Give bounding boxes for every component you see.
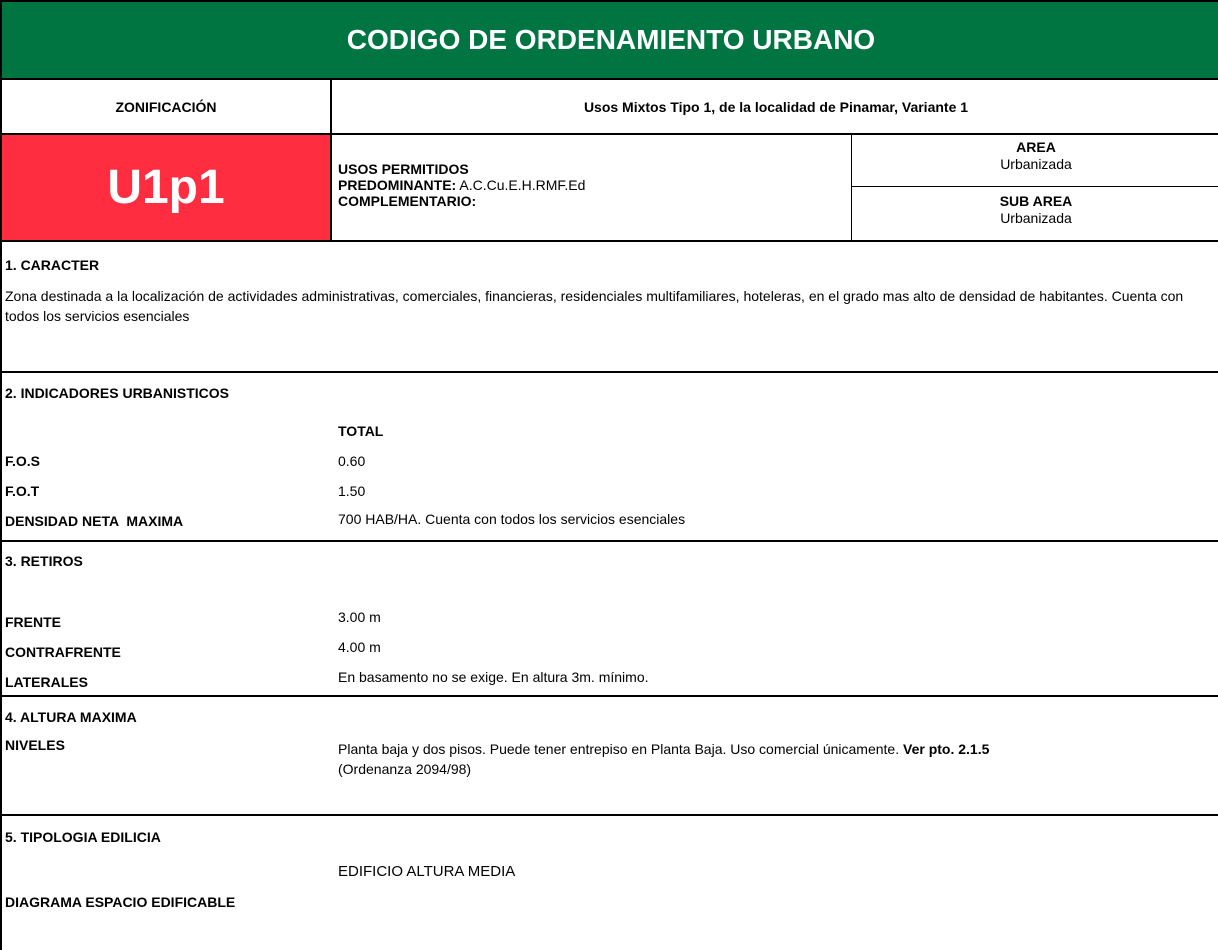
title-bar: [2, 0, 1218, 80]
frente-label: FRENTE: [5, 614, 61, 630]
zone-code: U1p1: [107, 161, 225, 214]
laterales-value: En basamento no se exige. En altura 3m. mínimo.: [338, 669, 649, 685]
densidad-value: 700 HAB/HA. Cuenta con todos los servicios esenciales: [338, 511, 686, 527]
zone-code-cell: [2, 135, 332, 242]
subarea-cell: [852, 187, 1218, 242]
contrafrente-label: CONTRAFRENTE: [5, 644, 121, 660]
zonificacion-description: Usos Mixtos Tipo 1, de la localidad de Pinamar, Variante 1: [583, 98, 969, 115]
fos-label: F.O.S: [5, 453, 41, 469]
area-cell: [852, 135, 1218, 187]
usos-permitidos-cell: [332, 135, 852, 242]
altura-title: 4. ALTURA MAXIMA: [5, 709, 137, 725]
complementario-line: [338, 193, 851, 209]
laterales-label: LATERALES: [5, 674, 88, 690]
predominante-value: A.C.Cu.E.H.RMF.Ed: [459, 177, 586, 193]
niveles-ordenanza: (Ordenanza 2094/98): [338, 761, 472, 777]
section-tipologia: [2, 816, 1218, 950]
caracter-text: Zona destinada a la localización de actividades administrativas, comerciales, financieras, residenciales multifamiliares, hoteleras, en el grado mas alto de densidad de habitantes. Cuenta con todos los servicios esenciales: [5, 288, 1184, 324]
zonificacion-label: ZONIFICACIÓN: [115, 98, 217, 115]
caracter-title: 1. CARACTER: [5, 257, 100, 273]
niveles-reference: Ver pto. 2.1.5: [903, 741, 990, 757]
frente-value: 3.00 m: [338, 609, 381, 625]
complementario-label: COMPLEMENTARIO:: [338, 193, 477, 209]
predominante-label: PREDOMINANTE:: [338, 177, 457, 193]
indicadores-title: 2. INDICADORES URBANISTICOS: [5, 385, 230, 401]
predominante-line: [338, 177, 851, 193]
zonificacion-label-cell: [2, 80, 332, 135]
zonificacion-description-cell: [332, 80, 1218, 135]
fos-value: 0.60: [338, 453, 366, 469]
niveles-text: Planta baja y dos pisos. Puede tener entrepiso en Planta Baja. Uso comercial únicamente.: [338, 741, 903, 757]
page-title: CODIGO DE ORDENAMIENTO URBANO: [346, 24, 876, 55]
fot-label: F.O.T: [5, 483, 40, 499]
section-caracter: [2, 242, 1218, 373]
area-value: Urbanizada: [1000, 156, 1072, 172]
retiros-title: 3. RETIROS: [5, 553, 83, 569]
diagrama-label: DIAGRAMA ESPACIO EDIFICABLE: [5, 894, 236, 910]
subarea-label: SUB AREA: [999, 193, 1073, 209]
niveles-value: [338, 739, 1218, 779]
indicadores-column-header: TOTAL: [338, 423, 384, 439]
fot-value: 1.50: [338, 483, 366, 499]
tipologia-value: EDIFICIO ALTURA MEDIA: [338, 863, 516, 880]
section-altura: [2, 697, 1218, 816]
densidad-label: DENSIDAD NETA MAXIMA: [5, 513, 184, 529]
area-label: AREA: [1016, 139, 1056, 155]
niveles-label: NIVELES: [5, 737, 65, 753]
subarea-value: Urbanizada: [1000, 210, 1072, 226]
usos-title: USOS PERMITIDOS: [338, 161, 469, 177]
section-retiros: [2, 542, 1218, 697]
contrafrente-value: 4.00 m: [338, 639, 381, 655]
section-indicadores: [2, 373, 1218, 542]
tipologia-title: 5. TIPOLOGIA EDILICIA: [5, 829, 161, 845]
